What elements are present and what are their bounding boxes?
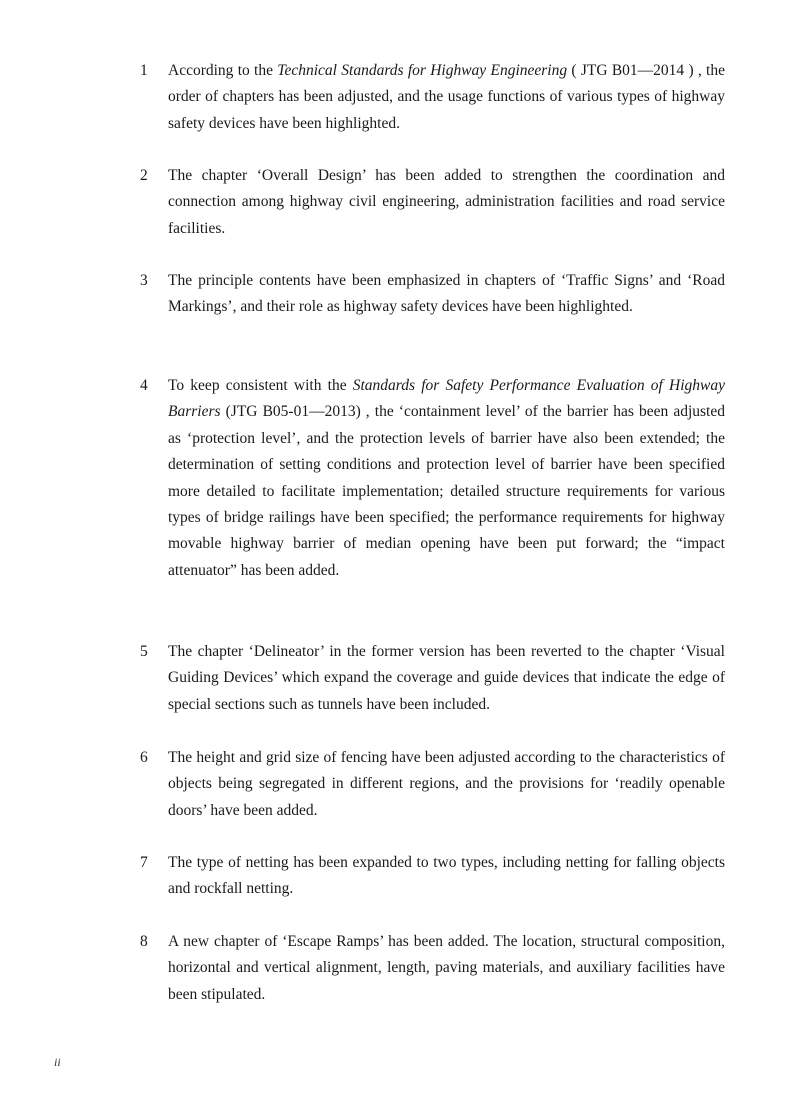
text-run: According to the bbox=[168, 62, 278, 79]
item-number: 8 bbox=[140, 933, 148, 950]
item-text: The chapter ‘Delineator’ in the former version has been reverted to the chapter ‘Visual Guiding Devices’ which expand the coverage and guide devices that indicate the edge of special sections such as tunnels have been included. bbox=[168, 643, 725, 713]
item-number: 5 bbox=[140, 643, 148, 660]
list-item bbox=[140, 639, 725, 718]
italic-title: Technical Standards for Highway Engineering bbox=[277, 62, 568, 79]
text-run: To keep consistent with the bbox=[168, 377, 353, 394]
list-item bbox=[140, 373, 725, 584]
list-item bbox=[140, 850, 725, 903]
item-text: A new chapter of ‘Escape Ramps’ has been added. The location, structural composition, horizontal and vertical alignment, length, paving materials, and auxiliary facilities have been stipulated. bbox=[168, 933, 725, 1003]
list-item bbox=[140, 268, 725, 321]
item-number: 2 bbox=[140, 167, 148, 184]
item-number: 3 bbox=[140, 272, 148, 289]
item-text: The height and grid size of fencing have been adjusted according to the characteristics of objects being segregated in different regions, and the provisions for ‘readily openable doors’ have been added. bbox=[168, 749, 725, 819]
item-number: 6 bbox=[140, 749, 148, 766]
italic-title: Standards for Safety Performance Evaluation of Highway Barriers bbox=[168, 377, 725, 421]
text-run: (JTG B05-01—2013) , the ‘containment level’ of the barrier has been adjusted as ‘protection level’, and the protection levels of barrier have also been extended; the determination of setting conditions and protection level of barrier have been specified more detailed to facilitate implementation; detailed structure requirements for various types of bridge railings have been specified; the performance requirements for highway movable highway barrier of median opening have been put forward; the “impact attenuator” has been added. bbox=[168, 403, 725, 579]
list-item bbox=[140, 745, 725, 824]
item-text: The type of netting has been expanded to two types, including netting for falling objects and rockfall netting. bbox=[168, 854, 725, 898]
item-text bbox=[168, 58, 725, 137]
item-number: 4 bbox=[140, 377, 148, 394]
text-run: ( JTG B01—2014 ) , the order of chapters has been adjusted, and the usage functions of various types of highway safety devices have been highlighted. bbox=[168, 62, 725, 132]
item-text: The principle contents have been emphasized in chapters of ‘Traffic Signs’ and ‘Road Markings’, and their role as highway safety devices have been highlighted. bbox=[168, 272, 725, 316]
item-text: The chapter ‘Overall Design’ has been added to strengthen the coordination and connection among highway civil engineering, administration facilities and road service facilities. bbox=[168, 167, 725, 237]
item-text bbox=[168, 373, 725, 584]
list-item bbox=[140, 929, 725, 1008]
item-number: 1 bbox=[140, 62, 148, 79]
item-number: 7 bbox=[140, 854, 148, 871]
page-number: ii bbox=[54, 1055, 61, 1069]
list-item bbox=[140, 163, 725, 242]
list-item bbox=[140, 58, 725, 137]
